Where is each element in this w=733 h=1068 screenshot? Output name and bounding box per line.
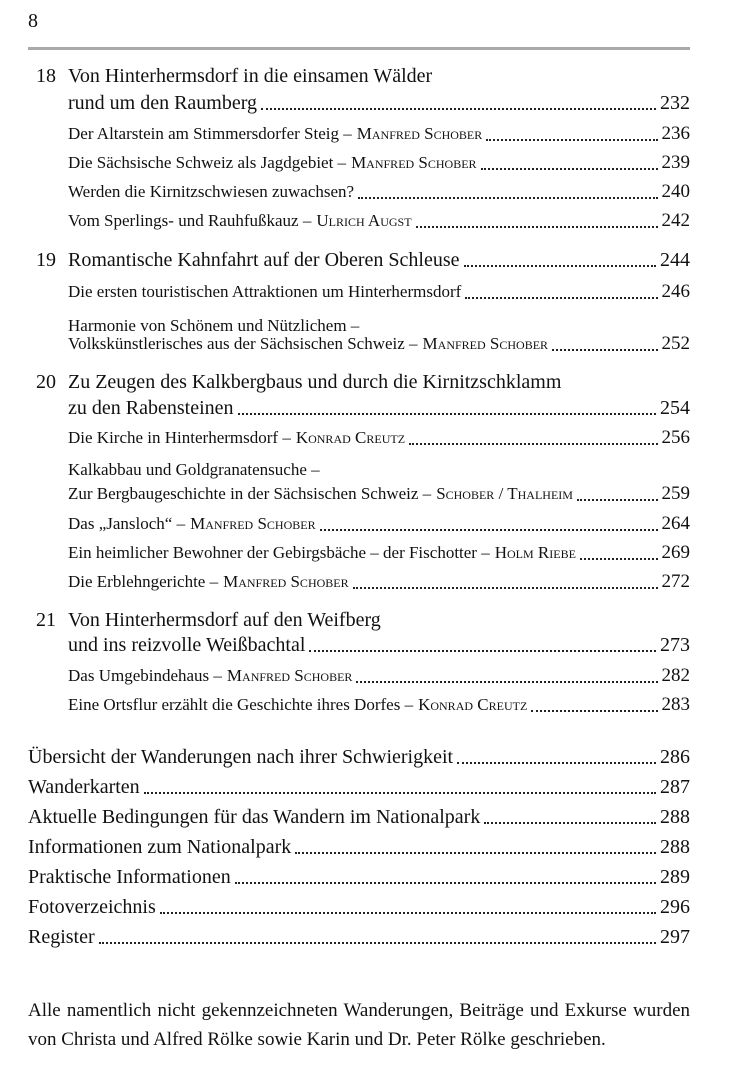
dot-leader [486,138,657,141]
toc-entry[interactable] [68,246,690,274]
chapter-title-line1: Von Hinterhermsdorf auf den Weifberg [68,609,381,631]
entry-title: Die ersten touristischen Attraktionen um Hinterhermsdorf [68,282,462,301]
page-ref: 273 [660,634,690,656]
toc-entry[interactable] [68,394,690,422]
toc-subentry[interactable] [68,330,690,358]
dot-leader [160,911,656,914]
toc-subentry[interactable] [68,178,690,206]
entry-author: Holm Riebe [494,543,576,562]
entry-title: Übersicht der Wanderungen nach ihrer Schwierigkeit [28,746,454,768]
toc-entry[interactable] [28,773,690,801]
entry-title: Das „Jansloch“ – [68,514,186,533]
entry-title: Volkskünstlerisches aus der Sächsischen Schweiz – [68,334,418,353]
chapter-title-line1: Romantische Kahnfahrt auf der Oberen Schleuse [68,249,460,271]
entry-title: Register [28,926,95,948]
chapter-title-line2: rund um den Raumberg [68,92,258,114]
entry-author: Manfred Schober [422,334,549,353]
page-ref: 282 [661,665,690,686]
page-ref: 246 [661,281,690,302]
toc-entry[interactable] [68,631,690,659]
dot-leader [531,709,657,712]
page-ref: 296 [660,896,690,918]
entry-author: Ulrich Augst [316,211,412,230]
entry-title: Die Sächsische Schweiz als Jagdgebiet – [68,153,347,172]
chapter-title-line2: und ins reizvolle Weißbachtal [68,634,306,656]
toc-subentry[interactable] [68,510,690,538]
entry-title: Praktische Informationen [28,866,231,888]
entry-author: Konrad Creutz [418,695,528,714]
toc-entry[interactable] [28,803,690,831]
page-ref: 264 [661,513,690,534]
toc-subentry[interactable] [68,662,690,690]
dot-leader [238,412,657,415]
dot-leader [409,442,657,445]
entry-title-pre: Harmonie von Schönem und Nützlichem – [68,316,360,335]
dot-leader [457,761,656,764]
page-ref: 272 [661,571,690,592]
entry-title: Werden die Kirnitzschwiesen zuwachsen? [68,182,355,201]
entry-title: Wanderkarten [28,776,140,798]
toc-entry[interactable] [28,833,690,861]
entry-title: Fotoverzeichnis [28,896,156,918]
header-rule [28,47,690,50]
dot-leader [353,586,658,589]
toc-subentry[interactable] [68,539,690,567]
page-ref: 297 [660,926,690,948]
dot-leader [295,851,656,854]
toc-subentry[interactable] [68,691,690,719]
page-ref: 287 [660,776,690,798]
dot-leader [577,498,658,501]
chapter-number: 19 [36,249,56,271]
dot-leader [309,649,656,652]
entry-author: Manfred Schober [223,572,349,591]
chapter-title-line1: Zu Zeugen des Kalkbergbaus und durch die Kirnitzschklamm [68,371,562,393]
toc-subentry[interactable] [68,278,690,306]
toc-entry[interactable] [28,743,690,771]
toc-subentry[interactable] [68,120,690,148]
dot-leader [481,167,658,170]
toc-subentry[interactable] [68,424,690,452]
page-ref: 239 [661,152,690,173]
toc-entry[interactable] [28,923,690,951]
entry-author: Manfred Schober [356,124,483,143]
chapter-number: 20 [36,371,56,393]
dot-leader [144,791,656,794]
dot-leader [235,881,656,884]
chapter-title-line1: Von Hinterhermsdorf in die einsamen Wälder [68,65,433,87]
page-ref: 236 [661,123,690,144]
entry-title: Die Erblehngerichte – [68,572,219,591]
page-ref: 256 [661,427,690,448]
dot-leader [99,941,656,944]
page-ref: 254 [660,397,690,419]
toc-entry[interactable] [68,89,690,117]
dot-leader [580,557,658,560]
entry-author: Konrad Creutz [295,428,406,447]
page-ref: 252 [661,333,690,354]
page-ref: 244 [660,249,690,271]
chapter-number: 18 [36,65,56,87]
page-ref: 283 [661,694,690,715]
dot-leader [464,264,656,267]
page-ref: 232 [660,92,690,114]
entry-title: Vom Sperlings- und Rauhfußkauz – [68,211,312,230]
entry-title: Der Altarstein am Stimmersdorfer Steig – [68,124,352,143]
entry-title: Zur Bergbaugeschichte in der Sächsischen Schweiz – [68,484,432,503]
chapter-number: 21 [36,609,56,631]
dot-leader [484,821,656,824]
page-ref: 259 [661,483,690,504]
page-number: 8 [28,10,38,32]
entry-author: Manfred Schober [190,514,316,533]
page-ref: 269 [661,542,690,563]
toc-entry[interactable] [28,893,690,921]
page-ref: 242 [661,210,690,231]
dot-leader [356,680,657,683]
entry-title-pre: Kalkabbau und Goldgranatensuche – [68,460,320,479]
entry-title: Das Umgebindehaus – [68,666,222,685]
dot-leader [416,225,658,228]
toc-subentry[interactable] [68,207,690,235]
entry-title: Informationen zum Nationalpark [28,836,292,858]
page-ref: 288 [660,836,690,858]
toc-subentry[interactable] [68,480,690,508]
dot-leader [465,296,657,299]
entry-title: Die Kirche in Hinterhermsdorf – [68,428,291,447]
entry-author: Manfred Schober [226,666,353,685]
entry-author: Schober / Thalheim [436,484,573,503]
page-ref: 240 [661,181,690,202]
page-ref: 289 [660,866,690,888]
entry-author: Manfred Schober [351,153,477,172]
toc-entry[interactable] [28,863,690,891]
entry-title: Aktuelle Bedingungen für das Wandern im Nationalpark [28,806,481,828]
dot-leader [261,107,656,110]
dot-leader [358,196,657,199]
dot-leader [552,348,657,351]
toc-subentry[interactable] [68,149,690,177]
page-ref: 286 [660,746,690,768]
footnote: Alle namentlich nicht gekennzeichneten Wanderungen, Beiträge und Exkurse wurden von Christa und Alfred Rölke sowie Karin und Dr. Peter Rölke geschrieben. [28,1000,690,1050]
dot-leader [320,528,658,531]
chapter-title-line2: zu den Rabensteinen [68,397,234,419]
entry-title: Ein heimlicher Bewohner der Gebirgsbäche – der Fischotter – [68,543,490,562]
toc-subentry[interactable] [68,568,690,596]
page-ref: 288 [660,806,690,828]
entry-title: Eine Ortsflur erzählt die Geschichte ihres Dorfes – [68,695,414,714]
